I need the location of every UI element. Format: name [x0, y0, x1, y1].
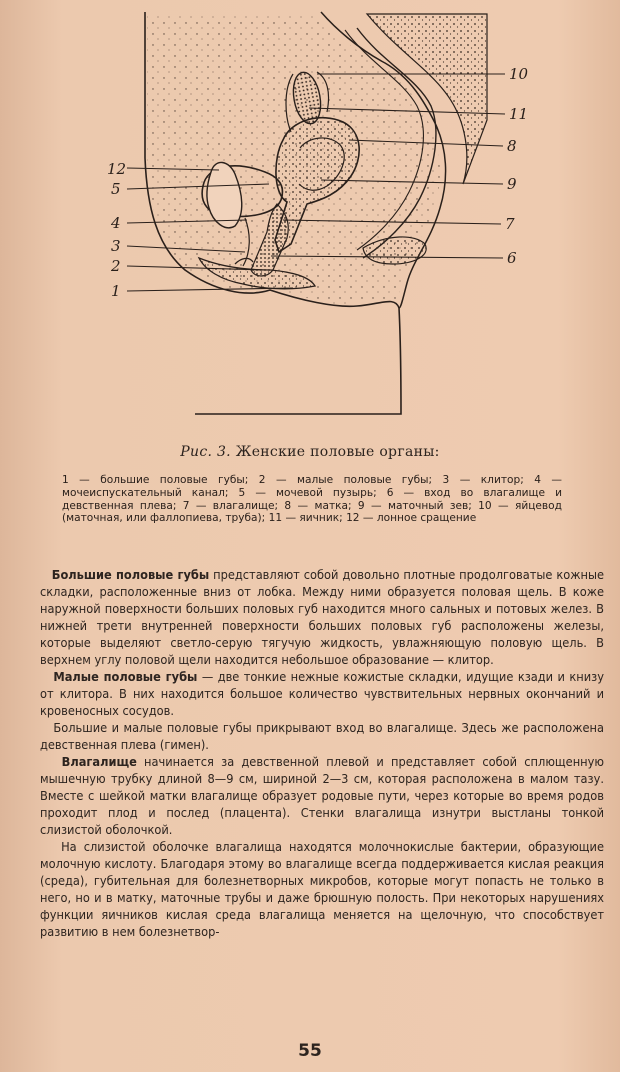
label-11: 11: [509, 105, 529, 123]
label-4: 4: [111, 214, 121, 232]
page-number: 55: [298, 1041, 322, 1061]
body-text: [40, 566, 604, 940]
label-7: 7: [505, 215, 515, 233]
pelvis-illustration: [95, 8, 535, 418]
term-labia-minora: Малые половые губы: [53, 669, 198, 684]
label-1: 1: [111, 282, 121, 300]
paragraph: Большие и малые половые губы прикрывают вход во влагалище. Здесь же расположена девственная плева (гимен).: [40, 720, 604, 752]
figure-number: Рис. 3.: [180, 444, 231, 460]
paragraph: Влагалище начинается за девственной плевой и представляет собой сплющенную мышечную трубку длиной 8—9 см, шириной 2—3 см, которая расположена в малом тазу. Вместе с шейкой матки влагалище образует родовые пути, через которые во время родов проходит плод и послед (плацента). Стенки влагалища изнутри выстланы тонкой слизистой оболочкой.: [40, 754, 605, 837]
label-12: 12: [107, 160, 127, 178]
label-5: 5: [111, 180, 121, 198]
paragraph: Малые половые губы — две тонкие нежные кожистые складки, идущие кзади и книзу от клитора. В них находится большое количество чувствительных нервных окончаний и кровеносных сосудов.: [40, 669, 605, 718]
label-2: 2: [111, 257, 121, 275]
anatomical-figure: [95, 8, 535, 418]
term-labia-majora: Большие половые губы: [51, 567, 210, 582]
figure-legend: 1 — большие половые губы; 2 — малые половые губы; 3 — клитор; 4 — мочеиспускательный канал; 5 — мочевой пузырь; 6 — вход во влагалище и девственная плева; 7 — влагалище; 8 — матка; 9 — маточный зев; 10 — яйцевод (маточная, или фаллопиева, труба); 11 — яичник; 12 — лонное сращение: [62, 474, 562, 525]
label-8: 8: [507, 137, 517, 155]
label-3: 3: [111, 237, 121, 255]
label-10: 10: [509, 65, 529, 83]
figure-title: Женские половые органы:: [235, 444, 440, 460]
label-6: 6: [507, 249, 517, 267]
label-9: 9: [507, 175, 517, 193]
paragraph: Большие половые губы представляют собой довольно плотные продолговатые кожные складки, расположенные вниз от лобка. Между ними образуется половая щель. В коже наружной поверхности больших половых губ находится много сальных и потовых желез. В нижней трети внутренней поверхности больших половых губ расположены железы, которые выделяют светло-серую тягучую жидкость, увлажняющую половую щель. В верхнем углу половой щели находится небольшое образование — клитор.: [40, 567, 604, 667]
figure-caption: [0, 444, 620, 460]
paragraph: На слизистой оболочке влагалища находятся молочнокислые бактерии, образующие молочную кислоту. Благодаря этому во влагалище всегда поддерживается кислая реакция (среда), губительная для болезнетворных микробов, которые могут попасть не только в него, но и в матку, маточные трубы и даже брюшную полость. При некоторых нарушениях функции яичников кислая среда влагалища меняется на щелочную, что способствует развитию в нем болезнетвор-: [40, 839, 605, 939]
term-vagina: Влагалище: [61, 754, 137, 769]
